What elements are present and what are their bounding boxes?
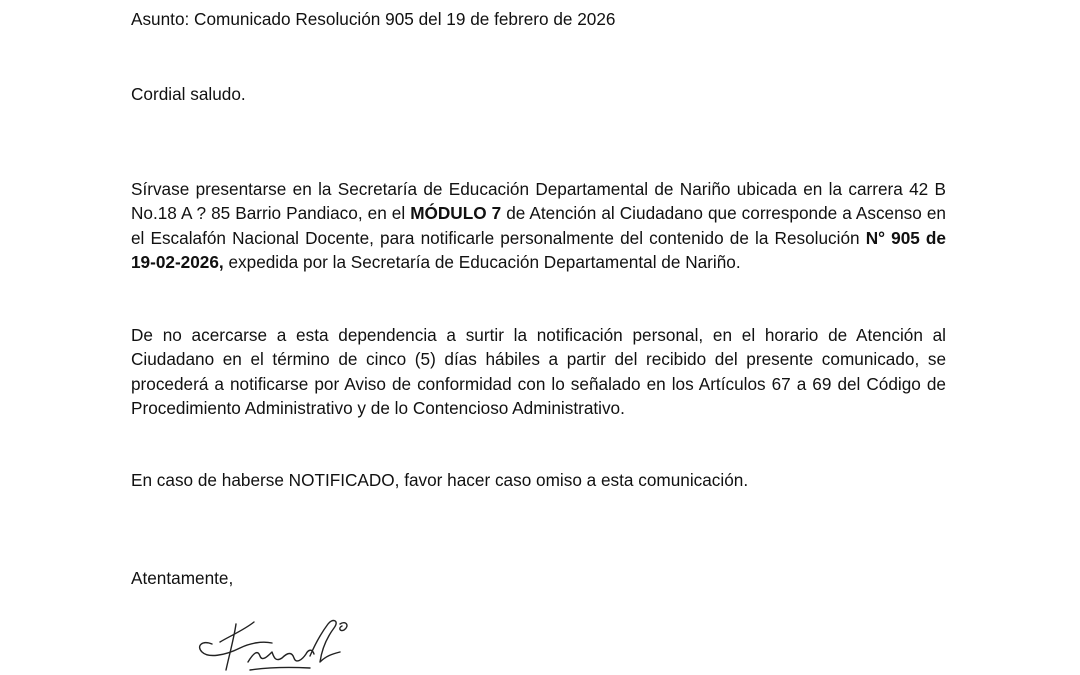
resolution-number: N° 905 de 19-02-2026, bbox=[131, 227, 946, 273]
signature-stroke-2 bbox=[220, 622, 254, 670]
paragraph-presentation-text-1: Sírvase presentarse en la Secretaría de Educación Departamental de Nariño ubicada en la carrera 42 B No.18 A ? 85 Barrio Pandiaco, en el bbox=[131, 179, 946, 224]
module-number: MÓDULO 7 bbox=[410, 203, 502, 224]
signature-stroke-5 bbox=[340, 623, 347, 631]
subject-line: Asunto: Comunicado Resolución 905 del 19 de febrero de 2026 bbox=[131, 9, 616, 29]
paragraph-notice: De no acercarse a esta dependencia a surtir la notificación personal, en el horario de Atención al Ciudadano en el término de cinco (5) días hábiles a partir del recibido del presente comunicado, se procederá a notificarse por Aviso de conformidad con lo señalado en los Artículos 67 a 69 del Código de Procedimiento Administrativo y de lo Contencioso Administrativo. bbox=[131, 325, 946, 419]
paragraph-presentation-text-3: expedida por la Secretaría de Educación Departamental de Nariño. bbox=[223, 252, 741, 273]
paragraph-omit: En caso de haberse NOTIFICADO, favor hacer caso omiso a esta comunicación. bbox=[131, 470, 749, 490]
handwritten-signature bbox=[190, 612, 360, 675]
paragraph-presentation bbox=[131, 177, 946, 275]
signature-stroke-1 bbox=[200, 642, 272, 655]
paragraph-presentation-text-2: de Atención al Ciudadano que corresponde a Ascenso en el Escalafón Nacional Docente, para notificarle personalmente del contenido de la Resolución bbox=[131, 203, 946, 248]
signature-stroke-4 bbox=[310, 621, 340, 662]
signature-stroke-3 bbox=[248, 650, 314, 662]
greeting: Cordial saludo. bbox=[131, 84, 246, 104]
signature-stroke-6 bbox=[250, 667, 310, 670]
closing: Atentamente, bbox=[131, 568, 234, 588]
